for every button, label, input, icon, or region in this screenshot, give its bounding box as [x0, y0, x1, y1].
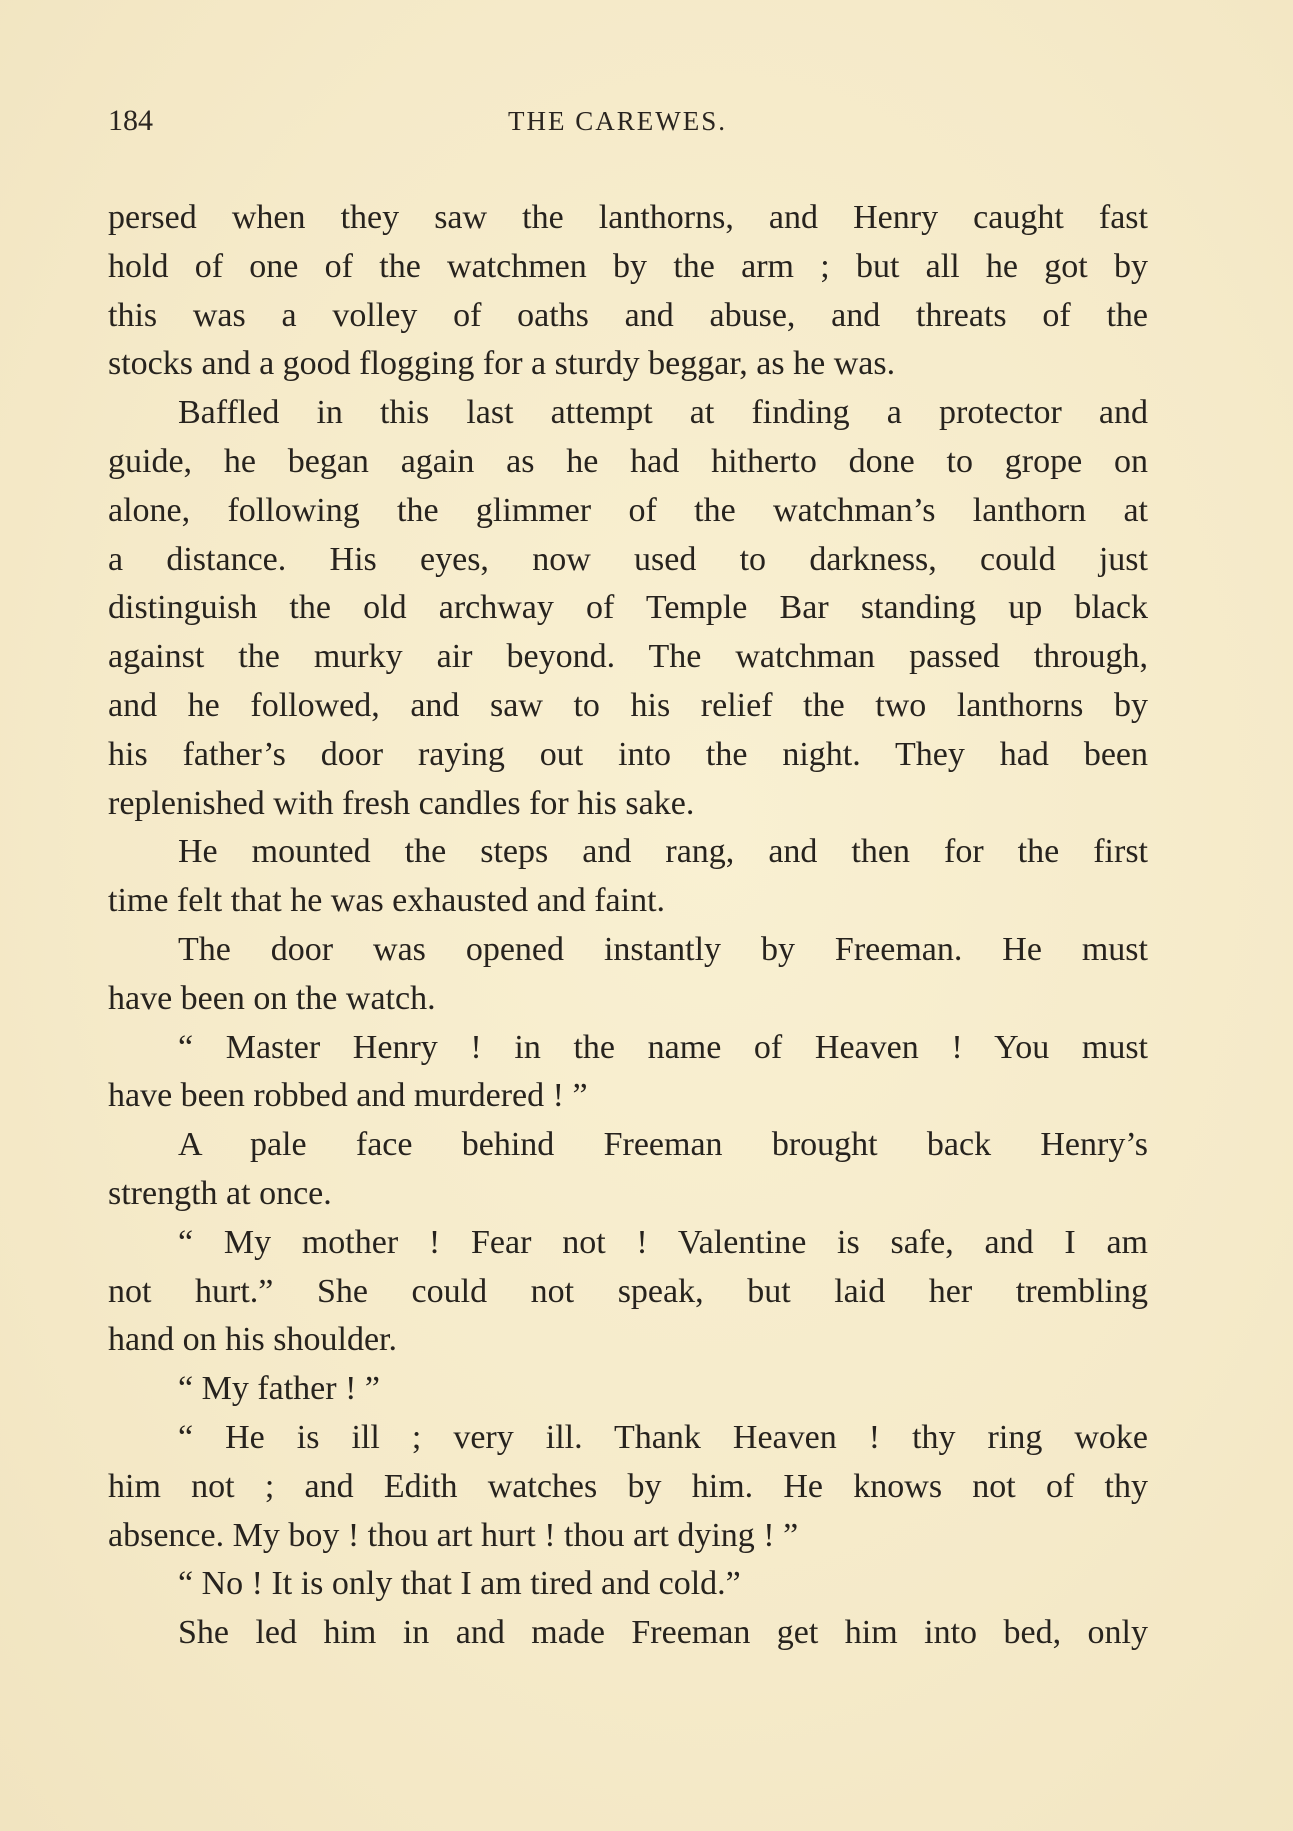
text-line: absence. My boy ! thou art hurt ! thou art dying ! ” — [108, 1516, 799, 1554]
text-line: against the murky air beyond. The watchman passed through, — [108, 638, 1148, 676]
text-line: hand on his shoulder. — [108, 1321, 397, 1359]
text-line: and he followed, and saw to his relief the two lanthorns by — [108, 686, 1148, 724]
text-line: “ My father ! ” — [178, 1370, 381, 1408]
text-line: this was a volley of oaths and abuse, and threats of the — [108, 296, 1148, 334]
text-line: him not ; and Edith watches by him. He knows not of thy — [108, 1467, 1148, 1505]
text-line: He mounted the steps and rang, and then for the first — [178, 833, 1148, 871]
text-line: not hurt.” She could not speak, but laid her trembling — [108, 1272, 1148, 1310]
text-line: distinguish the old archway of Temple Bar standing up black — [108, 589, 1148, 627]
text-line: replenished with fresh candles for his sake. — [108, 784, 695, 822]
text-line: his father’s door raying out into the night. They had been — [108, 735, 1148, 773]
running-title: THE CAREWES. — [508, 106, 727, 136]
text-line: time felt that he was exhausted and faint. — [108, 882, 666, 920]
text-line: “ No ! It is only that I am tired and cold.” — [178, 1565, 741, 1603]
body-text — [108, 194, 1148, 1658]
text-line: hold of one of the watchmen by the arm ; but all he got by — [108, 247, 1148, 285]
text-line: have been on the watch. — [108, 979, 436, 1017]
text-line: guide, he began again as he had hitherto done to grope on — [108, 442, 1148, 480]
text-line: have been robbed and murdered ! ” — [108, 1077, 588, 1115]
text-line: persed when they saw the lanthorns, and Henry caught fast — [108, 199, 1148, 236]
text-line: alone, following the glimmer of the watchman’s lanthorn at — [108, 491, 1148, 529]
text-line: She led him in and made Freeman get him into bed, only — [178, 1614, 1148, 1652]
text-line: “ My mother ! Fear not ! Valentine is safe, and I am — [178, 1223, 1148, 1261]
text-line: “ Master Henry ! in the name of Heaven ! You must — [178, 1028, 1148, 1066]
text-line: strength at once. — [108, 1174, 332, 1212]
text-line: stocks and a good flogging for a sturdy beggar, as he was. — [108, 345, 896, 383]
page-number: 184 — [108, 104, 153, 137]
text-line: “ He is ill ; very ill. Thank Heaven ! thy ring woke — [178, 1418, 1148, 1456]
text-line: Baffled in this last attempt at finding a protector and — [178, 394, 1148, 432]
text-line: A pale face behind Freeman brought back Henry’s — [178, 1126, 1148, 1164]
page-header — [108, 104, 1148, 144]
text-line: a distance. His eyes, now used to darkness, could just — [108, 540, 1148, 578]
text-line: The door was opened instantly by Freeman. He must — [178, 930, 1148, 968]
